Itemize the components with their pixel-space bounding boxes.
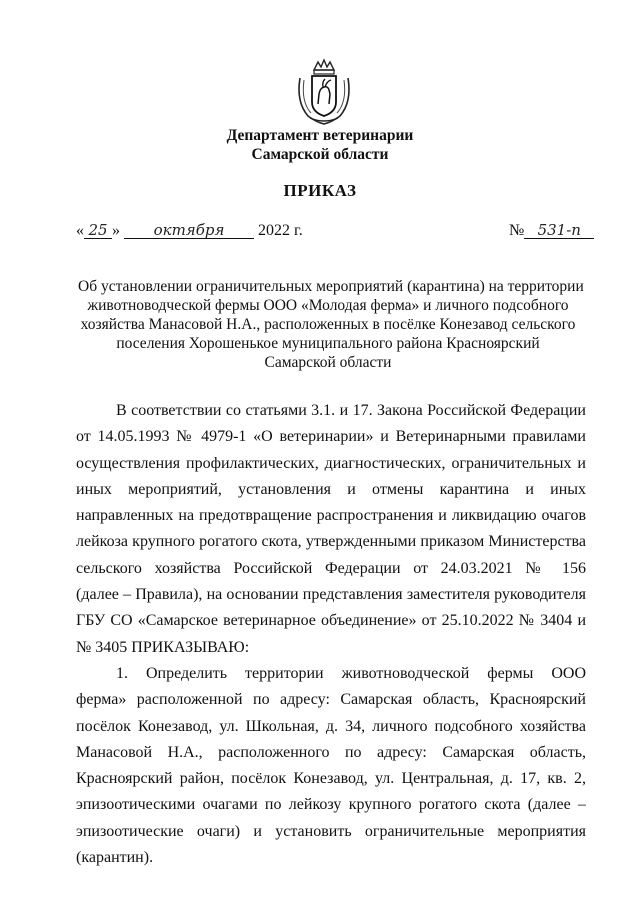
text-line: сельского хозяйства Российской Федерации от 24.03.2021 № 156: [76, 559, 586, 577]
text-line: (карантин).: [76, 849, 154, 867]
text-line: направленных на предотвращение распространения и ликвидацию очагов: [76, 507, 586, 525]
date-quote-close: »: [112, 222, 120, 239]
subject-line: поселения Хорошенькое муниципального района Красноярский: [116, 335, 540, 352]
text-line: эпизоотические очаги) и установить ограничительные мероприятия: [76, 822, 586, 840]
text-line: эпизоотическими очагами по лейкозу крупного рогатого скота (далее –: [76, 796, 586, 814]
text-line: лейкоза крупного рогатого скота, утвержденными приказом Министерства: [76, 533, 586, 551]
number-sign: №: [509, 222, 525, 239]
date-month: октября: [124, 223, 254, 239]
text-line: Красноярский район, посёлок Конезавод, ул. Центральная, д. 17, кв. 2,: [76, 770, 586, 788]
org-name-line2: Самарской области: [251, 146, 389, 163]
subject-line: Самарской области: [264, 354, 392, 371]
text-line: иных мероприятий, установления и отмены карантина и иных: [76, 480, 586, 498]
text-line: (далее – Правила), на основании представления заместителя руководителя: [76, 586, 586, 604]
subject-line: хозяйства Манасовой Н.А., расположенных в посёлке Конезавод сельского: [80, 316, 576, 333]
text-line: осуществления профилактических, диагностических, ограничительных и: [76, 454, 586, 472]
text-line: В соответствии со статьями 3.1. и 17. Закона Российской Федерации: [116, 402, 586, 419]
text-line: ферма» расположенной по адресу: Самарская область, Красноярский: [76, 691, 586, 709]
date-quote-open: «: [76, 222, 84, 239]
order-subject: [78, 277, 584, 372]
text-line: 1. Определить территории животноводческой фермы ООО: [116, 665, 586, 682]
text-line: ГБУ СО «Самарское ветеринарное объединение» от 25.10.2022 № 3404 и: [76, 612, 586, 630]
subject-line: животноводческой фермы ООО «Молодая ферма» и личного подсобного: [87, 297, 569, 314]
text-line: посёлок Конезавод, ул. Школьная, д. 34, личного подсобного хозяйства: [76, 717, 586, 735]
preamble-paragraph: [76, 398, 586, 661]
item-1-paragraph: [76, 661, 586, 871]
text-line: от 14.05.1993 № 4979-1 «О ветеринарии» и Ветеринарными правилами: [76, 428, 586, 446]
org-name-line1: Департамент ветеринарии: [226, 127, 414, 144]
date-day: 25: [84, 223, 112, 239]
date-year: 2022 г.: [258, 222, 303, 239]
order-date: [76, 222, 303, 240]
order-number: [509, 222, 594, 240]
coat-of-arms-icon: [294, 58, 354, 126]
number-value: 531-п: [524, 223, 594, 239]
order-title: ПРИКАЗ: [283, 181, 357, 200]
text-line: № 3405 ПРИКАЗЫВАЮ:: [76, 638, 250, 656]
text-line: Манасовой Н.А., расположенного по адресу: Самарская область,: [76, 743, 586, 761]
subject-line: Об установлении ограничительных мероприятий (карантина) на территории: [78, 278, 584, 295]
